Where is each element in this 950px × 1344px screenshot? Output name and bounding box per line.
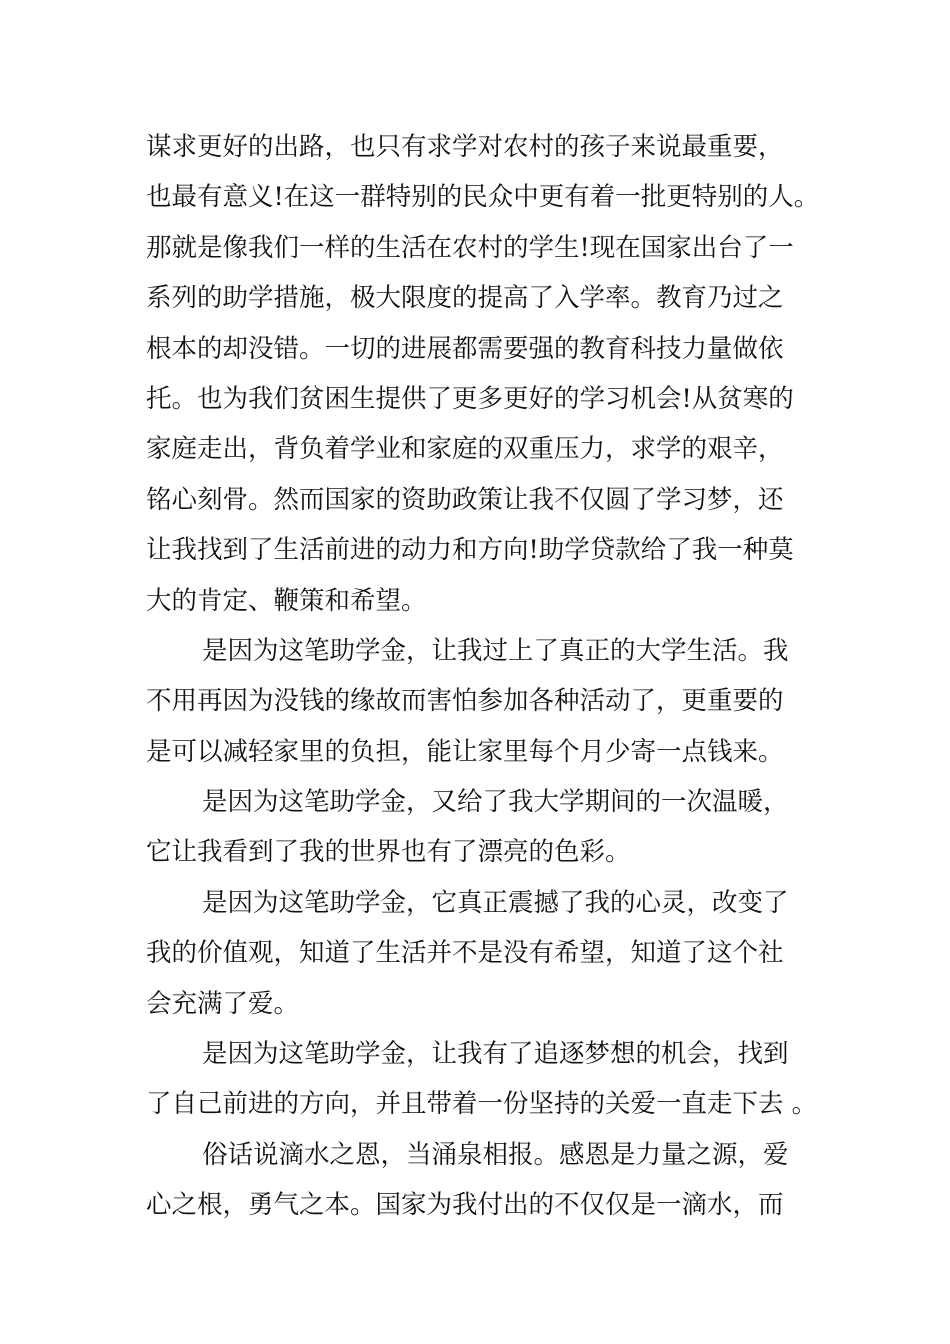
text-line: 心之根，勇气之本。国家为我付出的不仅仅是一滴水，而 [146, 1190, 784, 1221]
text-line: 家庭走出，背负着学业和家庭的双重压力，求学的艰辛， [146, 434, 784, 465]
paragraph-first-line: 俗话说滴水之恩，当涌泉相报。感恩是力量之源，爱 [202, 1139, 789, 1170]
text-line: 不用再因为没钱的缘故而害怕参加各种活动了，更重要的 [146, 686, 784, 717]
paragraph-first-line: 是因为这笔助学金，又给了我大学期间的一次温暖， [202, 787, 789, 818]
paragraph-first-line: 是因为这笔助学金，让我有了追逐梦想的机会，找到 [202, 1039, 789, 1070]
paragraph-first-line: 是因为这笔助学金，让我过上了真正的大学生活。我 [202, 635, 789, 666]
text-line: 那就是像我们一样的生活在农村的学生!现在国家出台了一 [146, 232, 794, 263]
text-line: 了自己前进的方向，并且带着一份坚持的关爱一直走下去 。 [146, 1089, 818, 1120]
document-body-text [146, 122, 820, 1231]
text-line: 系列的助学措施，极大限度的提高了入学率。教育乃过之 [146, 283, 784, 314]
text-line: 我的价值观，知道了生活并不是没有希望，知道了这个社 [146, 938, 784, 969]
text-line: 谋求更好的出路，也只有求学对农村的孩子来说最重要， [146, 132, 784, 162]
text-line: 根本的却没错。一切的进展都需要强的教育科技力量做依 [146, 333, 784, 364]
text-line: 会充满了爱。 [146, 988, 300, 1019]
text-line: 托。也为我们贫困生提供了更多更好的学习机会!从贫寒的 [146, 383, 794, 414]
text-line: 它让我看到了我的世界也有了漂亮的色彩。 [146, 837, 631, 868]
text-line: 大的肯定、鞭策和希望。 [146, 585, 427, 616]
text-line: 让我找到了生活前进的动力和方向!助学贷款给了我一种莫 [146, 535, 794, 566]
text-line: 是可以减轻家里的负担，能让家里每个月少寄一点钱来。 [146, 736, 784, 767]
paragraph-first-line: 是因为这笔助学金，它真正震撼了我的心灵，改变了 [202, 887, 789, 918]
text-line: 也最有意义!在这一群特别的民众中更有着一批更特别的人。 [146, 182, 820, 213]
text-line: 铭心刻骨。然而国家的资助政策让我不仅圆了学习梦，还 [146, 484, 784, 515]
